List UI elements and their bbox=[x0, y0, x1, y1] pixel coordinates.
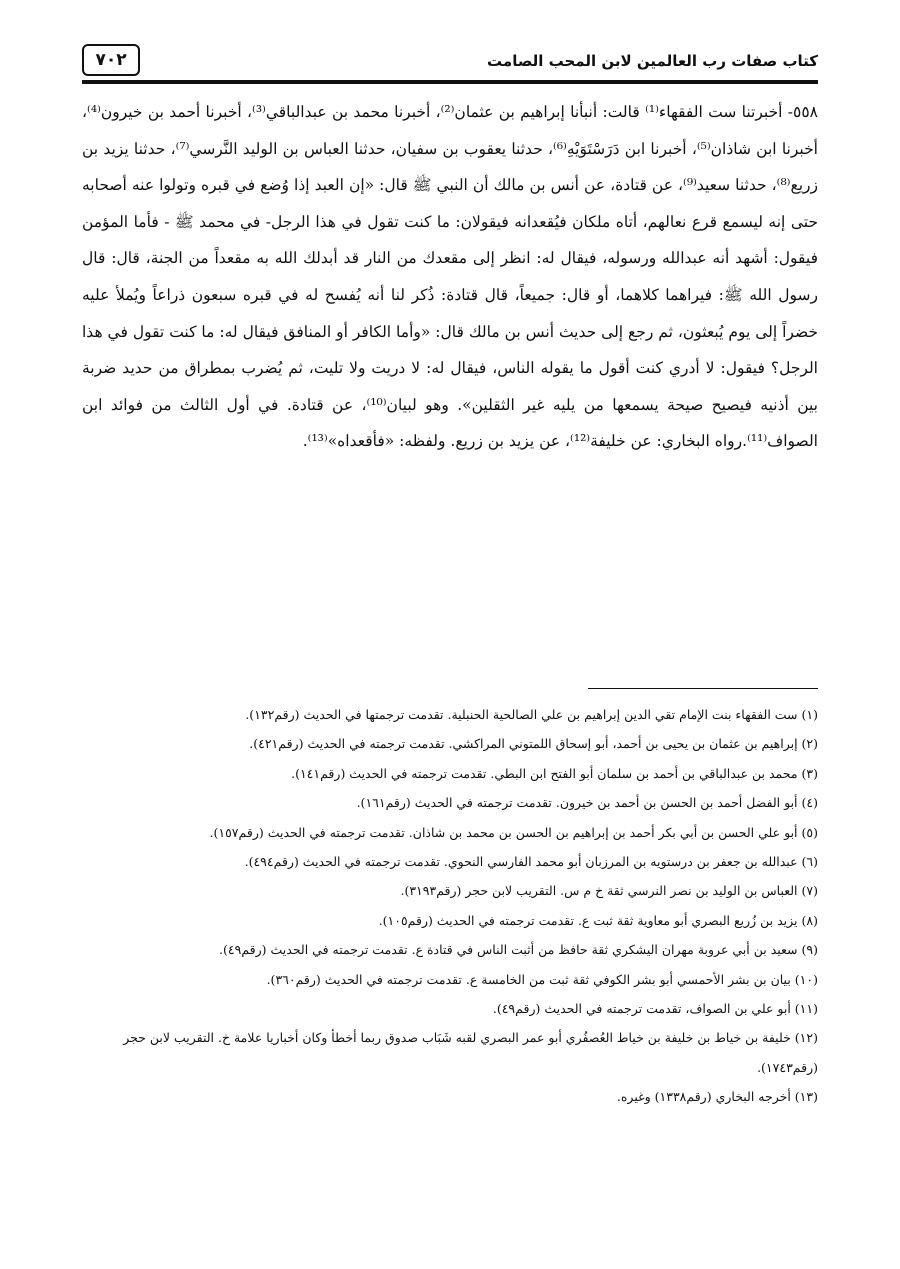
footnote-1: (١) ست الفقهاء بنت الإمام تقي الدين إبراهيم بن علي الصالحية الحنبلية. تقدمت ترجمتها في الحديث (رقم١٣٢). bbox=[245, 707, 818, 722]
footnote-9: (٩) سعيد بن أبي عروبة مهران اليشكري ثقة حافظ من أثبت الناس في قتادة ع. تقدمت ترجمته في الحديث (رقم٤٩). bbox=[219, 942, 818, 958]
footnote-4: (٤) أبو الفضل أحمد بن الحسن بن أحمد بن خيرون. تقدمت ترجمته في الحديث (رقم١٦١). bbox=[356, 795, 818, 811]
page-number: ٧٠٢ bbox=[82, 44, 140, 76]
hadith-paragraph: ٥٥٨- أخبرتنا ست الفقهاء⁽¹⁾ قالت: أنبأنا إبراهيم بن عثمان⁽²⁾، أخبرنا محمد بن عبدالباقي⁽³⁾، أخبرنا أحمد بن خيرون⁽⁴⁾، أخبرنا ابن شاذان⁽⁵⁾، أخبرنا ابن دَرَسْتَوَيْهِ⁽⁶⁾، حدثنا يعقوب بن سفيان، حدثنا العباس بن الوليد النَّرسي⁽⁷⁾، حدثنا يزيد بن زريع⁽⁸⁾، حدثنا سعيد⁽⁹⁾، عن قتادة، عن أنس بن مالك أن النبي ﷺ قال: «إن العبد إذا وُضع في قبره وتولوا عنه أصحابه حتى إنه ليسمع قرع نعالهم، أتاه ملكان فيُقعدانه فيقولان: ما كنت تقول في هذا الرجل- في محمد ﷺ - فأما المؤمن فيقول: أشهد أنه عبدالله ورسوله، فيقال له: انظر إلى مقعدك من النار قد أبدلك الله به مقعداً من الجنة، قال: قال رسول الله ﷺ: فيراهما كلاهما، أو قال: جميعاً، قال قتادة: ذُكر لنا أنه يُفسح له في قبره سبعون ذراعاً ويُملأ عليه خضراً إلى يوم يُبعثون، ثم رجع إلى حديث أنس بن مالك قال: «وأما الكافر أو المنافق فيقال له: ما كنت تقول في هذا الرجل؟ فيقول: لا أدري كنت أقول ما يقوله الناس، فيقال له: لا دريت ولا تليت، ثم يُضرب بمطراق من حديد ضربة بين أذنيه فيصيح صيحة يسمعها من يليه غير الثقلين». وهو لبيان⁽¹⁰⁾، عن قتادة. في أول الثالث من فوائد ابن الصواف⁽¹¹⁾.رواه البخاري: عن خليفة⁽¹²⁾، عن يزيد بن زريع. ولفظه: «فأقعداه»⁽¹³⁾. bbox=[82, 103, 818, 451]
footnote-11: (١١) أبو علي بن الصواف، تقدمت ترجمته في الحديث (رقم٤٩). bbox=[492, 1001, 818, 1017]
book-title: كتاب صفات رب العالمين لابن المحب الصامت bbox=[487, 52, 818, 70]
main-text bbox=[82, 94, 818, 460]
footnote-12: (١٢) خليفة بن خياط بن خليفة بن خياط العُصفُري أبو عمر البصري لقبه شَبَاب صدوق ربما أخطأ وكان أخباريا علامة خ. التقريب لابن حجر (رقم١٧٤٣). bbox=[123, 1030, 818, 1075]
footnote-8: (٨) يزيد بن زُريع البصري أبو معاوية ثقة ثبت ع. تقدمت ترجمته في الحديث (رقم١٠٥). bbox=[378, 912, 818, 928]
header-divider bbox=[82, 80, 818, 84]
footnote-13: (١٣) أخرجه البخاري (رقم١٣٣٨) وغيره. bbox=[616, 1089, 818, 1105]
footnote-10: (١٠) بيان بن بشر الأحمسي أبو بشر الكوفي ثقة ثبت من الخامسة ع. تقدمت ترجمته في الحديث (رقم٣٦٠). bbox=[266, 971, 818, 987]
footnote-2: (٢) إبراهيم بن عثمان بن يحيى بن أحمد، أبو إسحاق اللمتوني المراكشي. تقدمت ترجمته في الحديث (رقم٤٢١). bbox=[249, 736, 818, 752]
footnote-divider bbox=[588, 688, 818, 689]
page-header bbox=[82, 44, 818, 80]
footnotes-section bbox=[82, 700, 818, 1112]
footnote-5: (٥) أبو علي الحسن بن أبي بكر أحمد بن إبراهيم بن الحسن بن محمد بن شاذان. تقدمت ترجمته في الحديث (رقم١٥٧). bbox=[209, 824, 818, 840]
footnote-6: (٦) عبدالله بن جعفر بن درستويه بن المرزبان أبو محمد الفارسي النحوي. تقدمت ترجمته في الحديث (رقم٤٩٤). bbox=[244, 854, 818, 870]
footnote-7: (٧) العباس بن الوليد بن نصر النرسي ثقة خ م س. التقريب لابن حجر (رقم٣١٩٣). bbox=[400, 883, 818, 899]
footnote-3: (٣) محمد بن عبدالباقي بن أحمد بن سلمان أبو الفتح ابن البطي. تقدمت ترجمته في الحديث (رقم١٤١). bbox=[291, 765, 818, 781]
